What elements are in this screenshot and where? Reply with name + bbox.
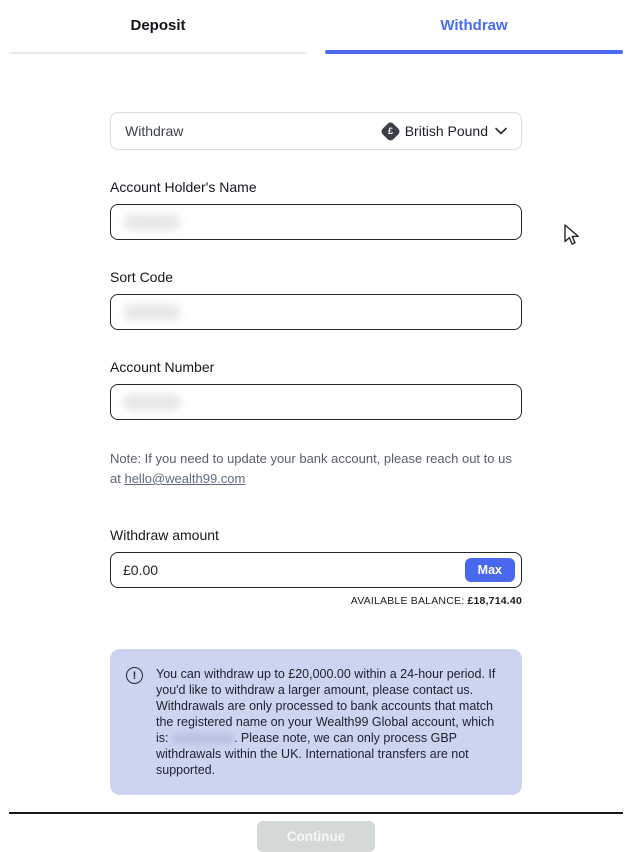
tab-withdraw[interactable]	[316, 0, 632, 54]
withdrawal-info-alert	[110, 649, 522, 795]
bank-update-note	[110, 449, 522, 489]
sort-code-label: Sort Code	[110, 269, 174, 285]
field-sort-code	[110, 269, 522, 330]
field-withdraw-amount	[110, 527, 522, 607]
continue-area	[110, 821, 522, 852]
bottom-divider	[9, 812, 623, 814]
withdraw-amount-input[interactable]	[110, 552, 522, 588]
tab-deposit-underline	[9, 52, 307, 54]
available-balance	[110, 595, 522, 607]
account-number-input[interactable]	[110, 384, 522, 420]
tab-deposit[interactable]	[0, 0, 316, 54]
tab-withdraw-label: Withdraw	[440, 17, 508, 34]
field-account-number	[110, 359, 522, 420]
redacted-value	[123, 304, 181, 321]
alert-circle-icon: !	[126, 667, 143, 684]
account-holder-name-input[interactable]	[110, 204, 522, 240]
continue-button[interactable]: Continue	[257, 821, 376, 852]
currency-dropdown[interactable]	[383, 123, 507, 139]
action-label: Withdraw	[125, 123, 184, 139]
info-text-part2: . Please note, we can only process GBP withdrawals within the UK. International transfers are not supported.	[156, 731, 469, 777]
available-balance-value: £18,714.40	[467, 595, 522, 607]
tab-deposit-label: Deposit	[130, 17, 186, 34]
info-text-part1: You can withdraw up to £20,000.00 within a 24-hour period. If you'd like to withdraw a larger amount, please contact us. Withdrawals are only processed to bank accounts that match the registered name on your Wealth99 Global account, which is:	[156, 667, 496, 745]
redacted-value	[123, 394, 181, 411]
redacted-value	[123, 214, 181, 231]
gbp-symbol: £	[387, 125, 393, 136]
withdraw-form	[110, 112, 522, 852]
tab-bar	[0, 0, 632, 54]
redacted-registered-name	[172, 733, 234, 744]
support-email-link[interactable]: hello@wealth99.com	[124, 471, 246, 486]
withdrawal-info-text	[156, 666, 504, 778]
currency-selector-row	[110, 112, 522, 150]
available-balance-label: AVAILABLE BALANCE:	[350, 595, 465, 607]
sort-code-input[interactable]	[110, 294, 522, 330]
field-account-holder-name	[110, 179, 522, 240]
max-button[interactable]: Max	[465, 558, 515, 583]
amount-value: £0.00	[123, 562, 159, 578]
gbp-coin-icon	[380, 120, 401, 141]
account-holder-name-label: Account Holder's Name	[110, 179, 257, 195]
currency-name: British Pound	[404, 123, 488, 139]
note-text: Note: If you need to update your bank account, please reach out to us at	[110, 451, 512, 486]
account-number-label: Account Number	[110, 359, 215, 375]
withdraw-amount-label: Withdraw amount	[110, 527, 219, 543]
chevron-down-icon	[495, 127, 507, 135]
tab-withdraw-underline	[325, 50, 623, 54]
mouse-cursor	[563, 224, 584, 253]
